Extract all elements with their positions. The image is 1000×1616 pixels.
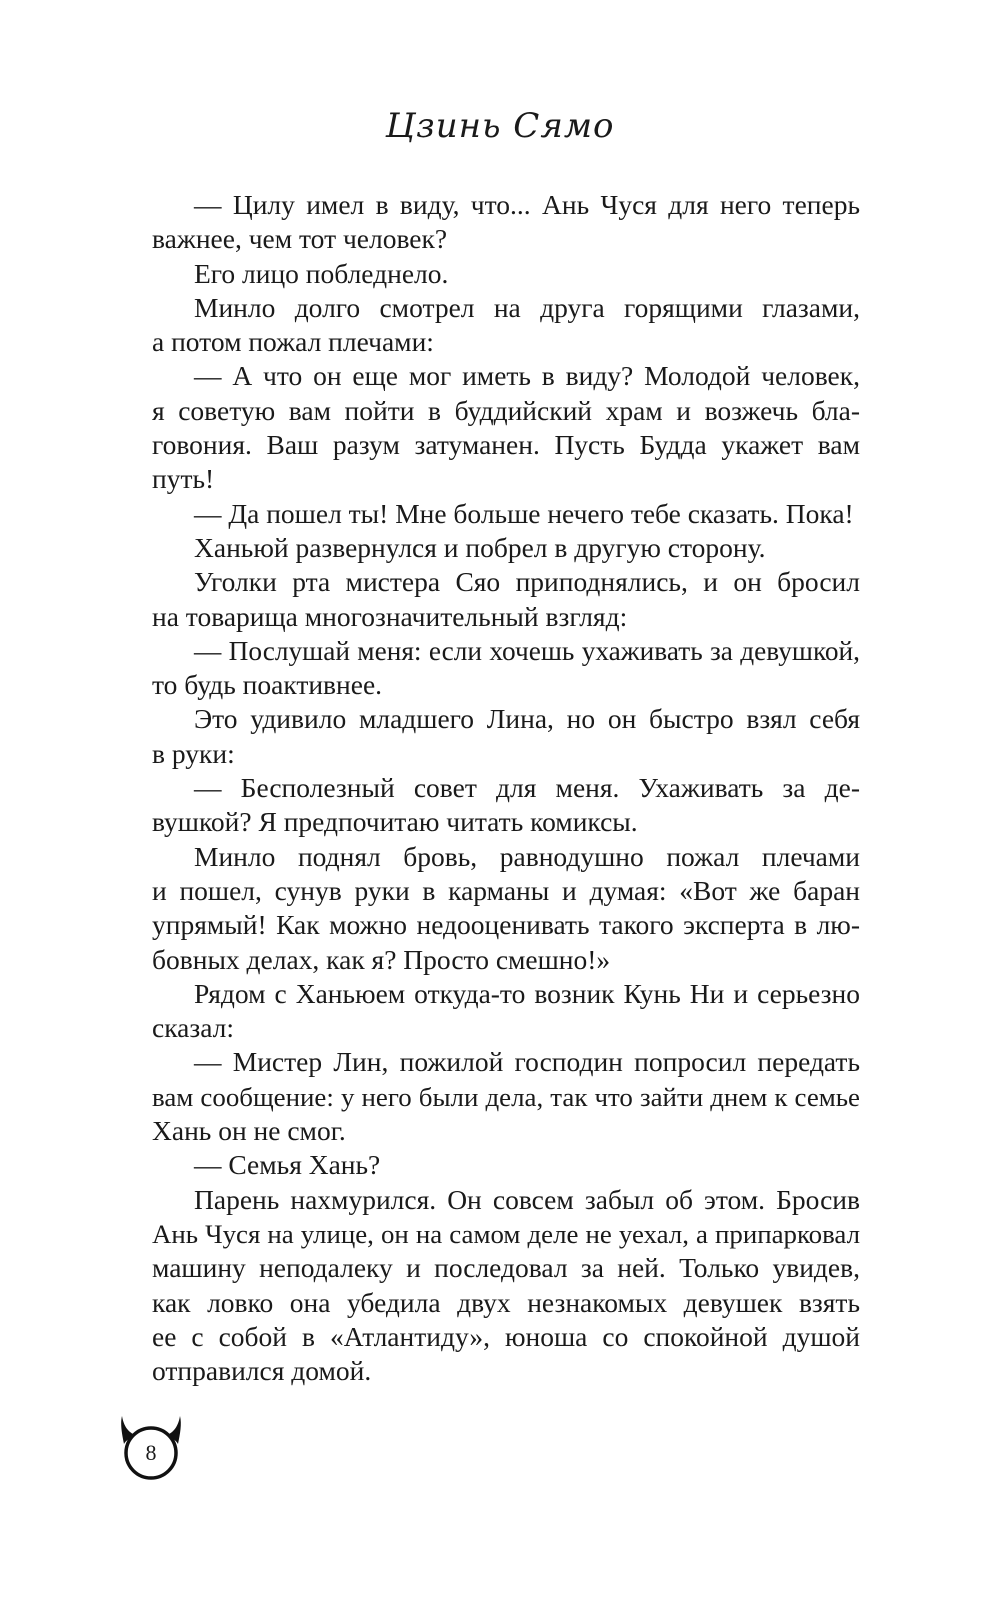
- text-line: Парень нахмурился. Он совсем забыл об этом. Бросив: [194, 1183, 860, 1215]
- text-line: то будь поактивнее.: [152, 669, 383, 701]
- text-line: бовных делах, как я? Просто смешно!»: [152, 943, 611, 975]
- text-line: Уголки рта мистера Сяо приподнялись, и он бросил: [194, 566, 860, 598]
- text-line: Минло долго смотрел на друга горящими глазами,: [194, 291, 860, 323]
- text-line: — Да пошел ты! Мне больше нечего тебе сказать. Пока!: [194, 497, 854, 529]
- text-line: машину неподалеку и последовал за ней. Только увидев,: [152, 1252, 860, 1284]
- text-line: на товарища многозначительный взгляд:: [152, 600, 628, 632]
- text-line: и пошел, сунув руки в карманы и думая: «Вот же баран: [152, 874, 860, 906]
- text-line: сказал:: [152, 1012, 235, 1044]
- text-line: путь!: [152, 463, 215, 495]
- text-line: — Семья Хань?: [194, 1149, 381, 1181]
- text-line: а потом пожал плечами:: [152, 326, 434, 358]
- text-line: важнее, чем тот человек?: [152, 223, 448, 255]
- text-line: в руки:: [152, 737, 235, 769]
- text-line: — Мистер Лин, пожилой господин попросил передать: [194, 1046, 860, 1078]
- text-line: — Цилу имел в виду, что... Ань Чуся для него теперь: [194, 189, 860, 220]
- text-line: вам сообщение: у него были дела, так что зайти днем к семье: [152, 1081, 860, 1112]
- text-line: говония. Ваш разум затуманен. Пусть Будда укажет вам: [152, 429, 860, 461]
- text-line: Минло поднял бровь, равнодушно пожал плечами: [194, 840, 860, 872]
- text-line: — Бесполезный совет для меня. Ухаживать за де-: [194, 772, 860, 804]
- text-line: вушкой? Я предпочитаю читать комиксы.: [152, 806, 638, 838]
- text-line: Ань Чуся на улице, он на самом деле не уехал, а припарковал: [152, 1218, 860, 1249]
- text-line: упрямый! Как можно недооценивать такого эксперта в лю-: [152, 909, 860, 941]
- running-head-title: Цзинь Сямо: [385, 106, 615, 146]
- text-line: Ханьюй развернулся и побрел в другую сторону.: [194, 531, 766, 563]
- text-line: Рядом с Ханьюем откуда-то возник Кунь Ни и серьезно: [194, 977, 860, 1009]
- page-number: 8: [145, 1440, 157, 1465]
- text-line: отправился домой.: [152, 1355, 372, 1387]
- text-line: Это удивило младшего Лина, но он быстро взял себя: [194, 703, 860, 735]
- text-line: как ловко она убедила двух незнакомых девушек взять: [152, 1286, 860, 1318]
- text-line: — Послушай меня: если хочешь ухаживать за девушкой,: [194, 635, 860, 666]
- body-text: [152, 188, 860, 1388]
- text-line: — А что он еще мог иметь в виду? Молодой человек,: [194, 360, 860, 392]
- text-line: Хань он не смог.: [152, 1115, 346, 1147]
- text-line: Его лицо побледнело.: [194, 257, 449, 289]
- text-line: ее с собой в «Атлантиду», юноша со спокойной душой: [152, 1320, 860, 1352]
- text-line: я советую вам пойти в буддийский храм и возжечь бла-: [152, 394, 860, 426]
- page-number-badge: [116, 1412, 186, 1486]
